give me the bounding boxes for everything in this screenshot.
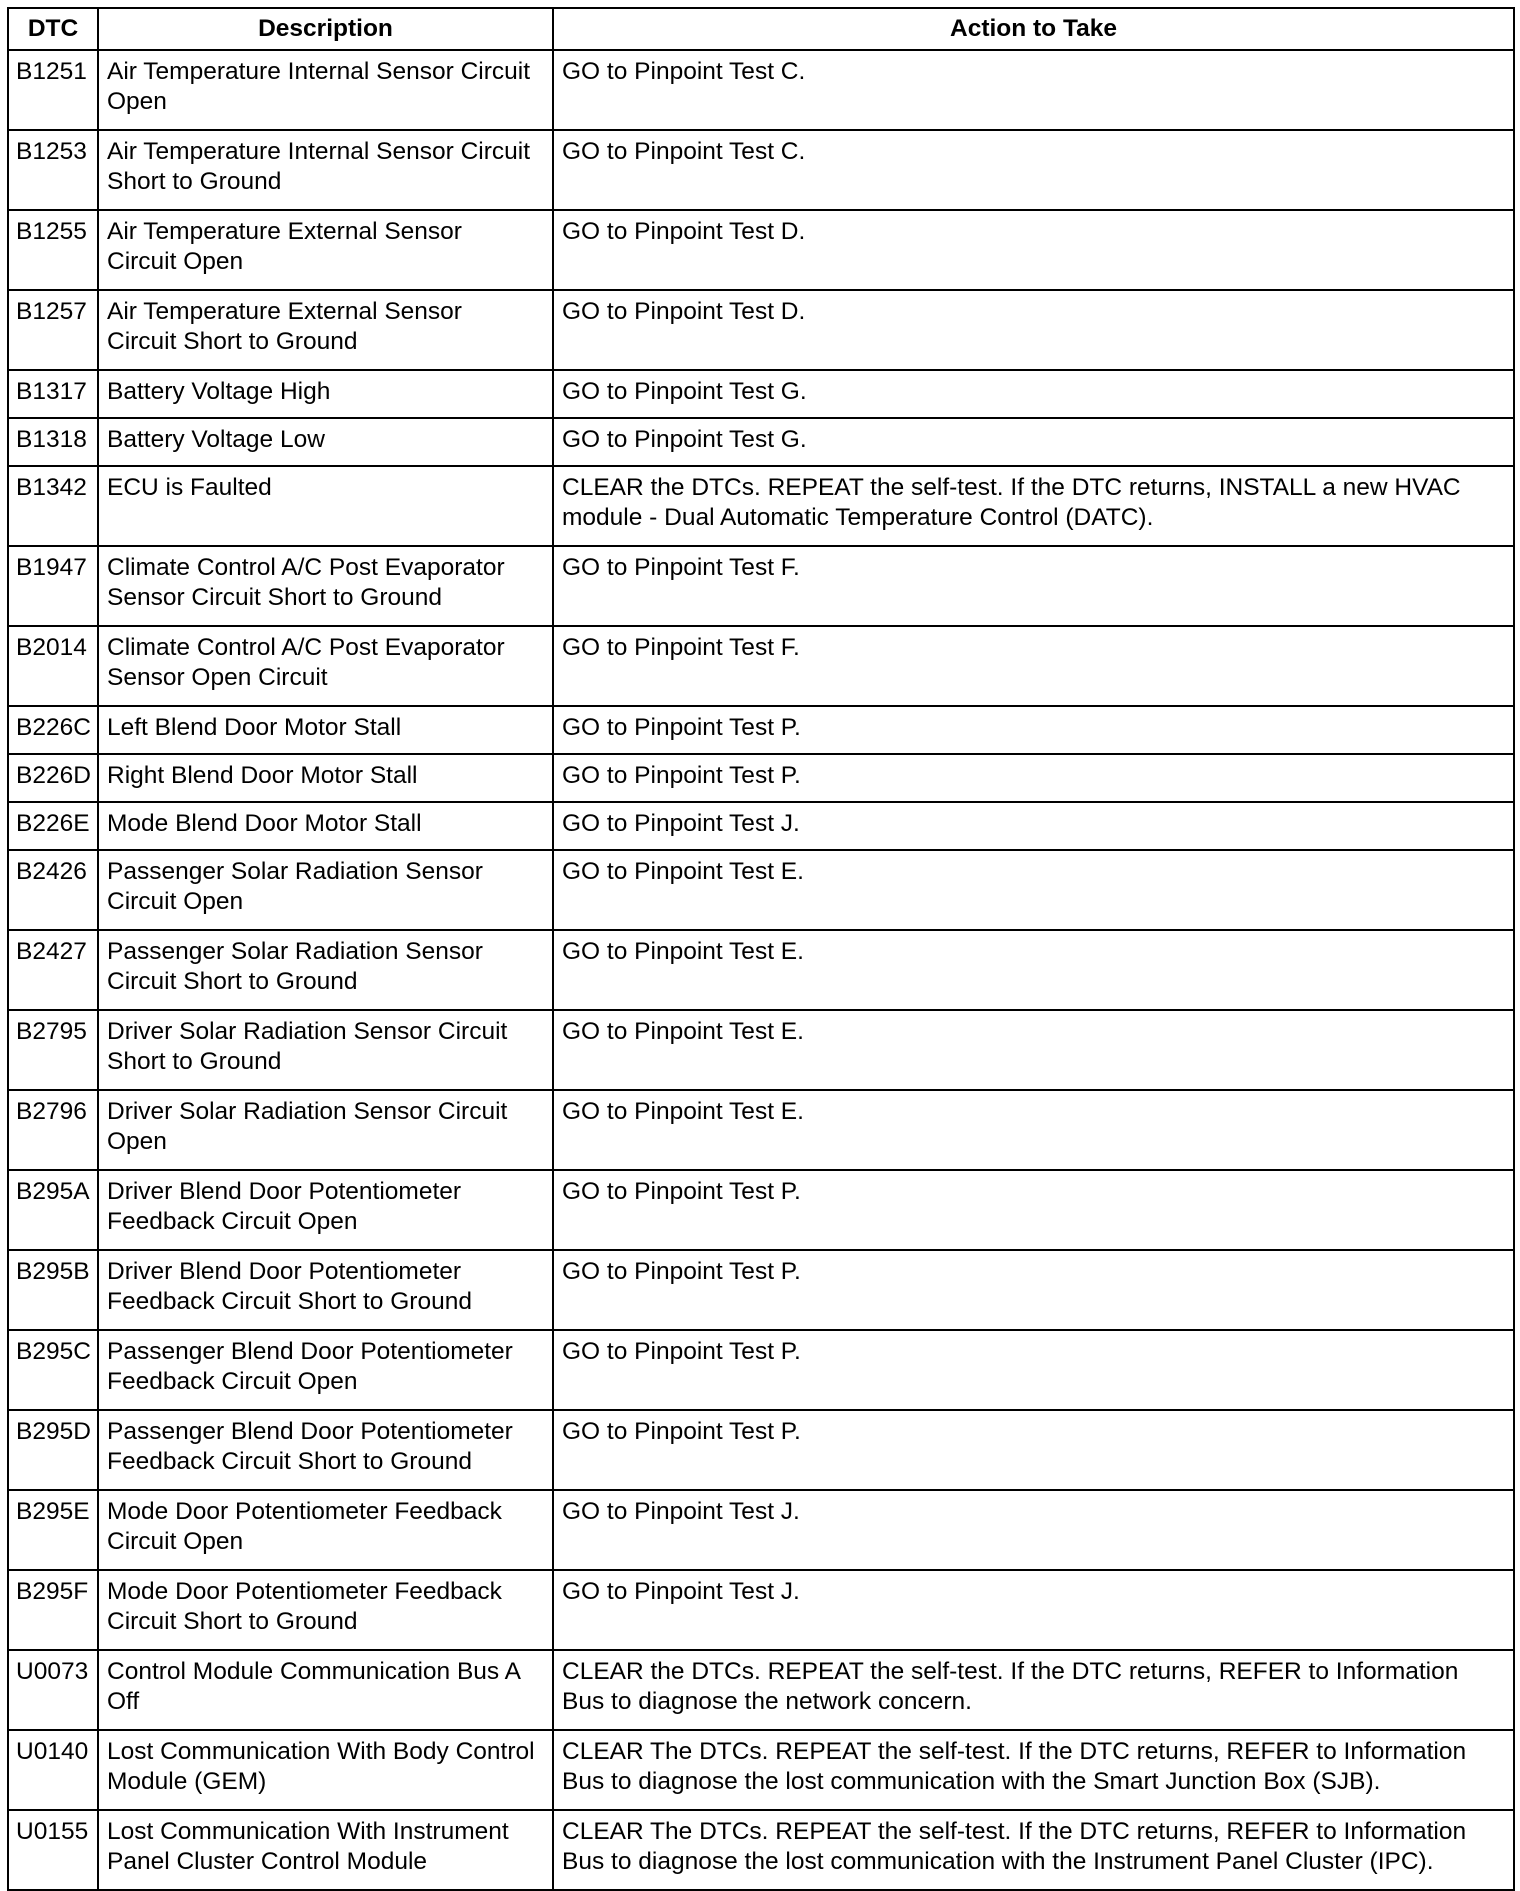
- action-cell: [553, 754, 1514, 802]
- table-row: [8, 418, 1514, 466]
- description-line: Sensor Circuit Short to Ground: [107, 584, 442, 611]
- description-line: Feedback Circuit Short to Ground: [107, 1448, 472, 1475]
- description-line: Control Module Communication Bus A: [107, 1658, 521, 1685]
- action-line: Bus to diagnose the lost communication with the Instrument Panel Cluster (IPC).: [562, 1848, 1434, 1875]
- action-cell: [553, 802, 1514, 850]
- action-cell: [553, 706, 1514, 754]
- description-cell: [98, 1810, 553, 1890]
- dtc-code-cell: B1251: [8, 50, 98, 130]
- description-line: Short to Ground: [107, 1048, 282, 1075]
- dtc-code-cell: B1257: [8, 290, 98, 370]
- dtc-code-cell: B1342: [8, 466, 98, 546]
- description-cell: [98, 418, 553, 466]
- description-line: Battery Voltage High: [107, 378, 331, 405]
- action-line: GO to Pinpoint Test P.: [562, 1338, 801, 1365]
- description-line: ECU is Faulted: [107, 474, 272, 501]
- action-line: module - Dual Automatic Temperature Control (DATC).: [562, 504, 1154, 531]
- description-line: Battery Voltage Low: [107, 426, 325, 453]
- table-row: [8, 930, 1514, 1010]
- action-line: CLEAR the DTCs. REPEAT the self-test. If the DTC returns, REFER to Information: [562, 1658, 1459, 1685]
- action-cell: [553, 290, 1514, 370]
- description-line: Climate Control A/C Post Evaporator: [107, 634, 505, 661]
- dtc-code-cell: B1255: [8, 210, 98, 290]
- dtc-code-cell: B295F: [8, 1570, 98, 1650]
- action-cell: [553, 850, 1514, 930]
- description-line: Circuit Short to Ground: [107, 1608, 358, 1635]
- table-row: [8, 1490, 1514, 1570]
- description-cell: [98, 1170, 553, 1250]
- action-cell: [553, 1730, 1514, 1810]
- table-row: [8, 1570, 1514, 1650]
- header-action: Action to Take: [553, 8, 1514, 50]
- action-line: Bus to diagnose the network concern.: [562, 1688, 972, 1715]
- description-cell: [98, 626, 553, 706]
- description-line: Sensor Open Circuit: [107, 664, 328, 691]
- action-cell: [553, 1810, 1514, 1890]
- dtc-code-cell: B2427: [8, 930, 98, 1010]
- dtc-code-cell: B295B: [8, 1250, 98, 1330]
- description-line: Climate Control A/C Post Evaporator: [107, 554, 505, 581]
- table-body: [8, 50, 1514, 1890]
- description-line: Passenger Blend Door Potentiometer: [107, 1338, 513, 1365]
- table-row: [8, 1330, 1514, 1410]
- action-line: GO to Pinpoint Test E.: [562, 858, 804, 885]
- description-cell: [98, 1730, 553, 1810]
- action-cell: [553, 626, 1514, 706]
- table-row: [8, 1650, 1514, 1730]
- description-line: Feedback Circuit Short to Ground: [107, 1288, 472, 1315]
- table-row: [8, 290, 1514, 370]
- description-line: Driver Blend Door Potentiometer: [107, 1258, 462, 1285]
- description-line: Lost Communication With Body Control: [107, 1738, 535, 1765]
- action-cell: [553, 1170, 1514, 1250]
- description-line: Mode Blend Door Motor Stall: [107, 810, 422, 837]
- description-cell: [98, 1010, 553, 1090]
- description-cell: [98, 546, 553, 626]
- description-cell: [98, 1570, 553, 1650]
- description-cell: [98, 290, 553, 370]
- description-line: Circuit Short to Ground: [107, 328, 358, 355]
- action-line: GO to Pinpoint Test G.: [562, 426, 807, 453]
- description-cell: [98, 1410, 553, 1490]
- action-line: GO to Pinpoint Test J.: [562, 810, 800, 837]
- action-line: GO to Pinpoint Test D.: [562, 218, 806, 245]
- table-row: [8, 850, 1514, 930]
- action-line: GO to Pinpoint Test J.: [562, 1578, 800, 1605]
- action-cell: [553, 210, 1514, 290]
- description-cell: [98, 130, 553, 210]
- dtc-code-cell: U0140: [8, 1730, 98, 1810]
- description-line: Panel Cluster Control Module: [107, 1848, 428, 1875]
- description-line: Passenger Solar Radiation Sensor: [107, 938, 483, 965]
- action-line: Bus to diagnose the lost communication with the Smart Junction Box (SJB).: [562, 1768, 1381, 1795]
- dtc-code-cell: B226E: [8, 802, 98, 850]
- table-row: [8, 370, 1514, 418]
- table-row: [8, 626, 1514, 706]
- description-cell: [98, 1090, 553, 1170]
- dtc-table: [7, 7, 1515, 1891]
- dtc-code-cell: B295A: [8, 1170, 98, 1250]
- dtc-code-cell: B1253: [8, 130, 98, 210]
- dtc-code-cell: B295E: [8, 1490, 98, 1570]
- dtc-code-cell: B226C: [8, 706, 98, 754]
- description-line: Right Blend Door Motor Stall: [107, 762, 418, 789]
- action-cell: [553, 546, 1514, 626]
- action-line: GO to Pinpoint Test F.: [562, 634, 800, 661]
- description-line: Mode Door Potentiometer Feedback: [107, 1578, 502, 1605]
- description-cell: [98, 50, 553, 130]
- action-line: GO to Pinpoint Test G.: [562, 378, 807, 405]
- action-line: GO to Pinpoint Test J.: [562, 1498, 800, 1525]
- action-line: GO to Pinpoint Test E.: [562, 1098, 804, 1125]
- action-line: GO to Pinpoint Test C.: [562, 138, 806, 165]
- description-cell: [98, 754, 553, 802]
- dtc-code-cell: B2014: [8, 626, 98, 706]
- table-row: [8, 754, 1514, 802]
- description-line: Feedback Circuit Open: [107, 1368, 358, 1395]
- table-row: [8, 1730, 1514, 1810]
- table-row: [8, 1810, 1514, 1890]
- description-line: Lost Communication With Instrument: [107, 1818, 509, 1845]
- dtc-code-cell: B1318: [8, 418, 98, 466]
- dtc-code-cell: U0155: [8, 1810, 98, 1890]
- dtc-code-cell: B226D: [8, 754, 98, 802]
- header-description: Description: [98, 8, 553, 50]
- description-line: Module (GEM): [107, 1768, 267, 1795]
- description-cell: [98, 1250, 553, 1330]
- dtc-code-cell: B1317: [8, 370, 98, 418]
- dtc-code-cell: U0073: [8, 1650, 98, 1730]
- description-line: Passenger Blend Door Potentiometer: [107, 1418, 513, 1445]
- description-line: Open: [107, 88, 167, 115]
- description-line: Circuit Open: [107, 1528, 244, 1555]
- action-cell: [553, 1330, 1514, 1410]
- description-cell: [98, 1650, 553, 1730]
- action-cell: [553, 1010, 1514, 1090]
- action-cell: [553, 930, 1514, 1010]
- action-line: CLEAR the DTCs. REPEAT the self-test. If the DTC returns, INSTALL a new HVAC: [562, 474, 1461, 501]
- action-cell: [553, 1090, 1514, 1170]
- action-cell: [553, 1650, 1514, 1730]
- table-row: [8, 1250, 1514, 1330]
- description-line: Driver Solar Radiation Sensor Circuit: [107, 1098, 508, 1125]
- action-line: GO to Pinpoint Test P.: [562, 1418, 801, 1445]
- table-row: [8, 802, 1514, 850]
- description-line: Driver Blend Door Potentiometer: [107, 1178, 462, 1205]
- table-row: [8, 50, 1514, 130]
- description-line: Left Blend Door Motor Stall: [107, 714, 402, 741]
- table-row: [8, 466, 1514, 546]
- action-line: CLEAR The DTCs. REPEAT the self-test. If the DTC returns, REFER to Information: [562, 1738, 1467, 1765]
- description-line: Off: [107, 1688, 140, 1715]
- table-row: [8, 1170, 1514, 1250]
- description-line: Air Temperature Internal Sensor Circuit: [107, 58, 531, 85]
- description-line: Open: [107, 1128, 167, 1155]
- description-cell: [98, 802, 553, 850]
- dtc-code-cell: B2795: [8, 1010, 98, 1090]
- dtc-code-cell: B2796: [8, 1090, 98, 1170]
- description-cell: [98, 706, 553, 754]
- action-cell: [553, 466, 1514, 546]
- description-line: Circuit Short to Ground: [107, 968, 358, 995]
- dtc-code-cell: B1947: [8, 546, 98, 626]
- description-line: Mode Door Potentiometer Feedback: [107, 1498, 502, 1525]
- action-line: GO to Pinpoint Test P.: [562, 714, 801, 741]
- dtc-code-cell: B295C: [8, 1330, 98, 1410]
- description-cell: [98, 1330, 553, 1410]
- table-row: [8, 546, 1514, 626]
- table-row: [8, 210, 1514, 290]
- description-line: Passenger Solar Radiation Sensor: [107, 858, 483, 885]
- table-row: [8, 1410, 1514, 1490]
- action-line: GO to Pinpoint Test E.: [562, 938, 804, 965]
- dtc-code-cell: B295D: [8, 1410, 98, 1490]
- action-line: CLEAR The DTCs. REPEAT the self-test. If the DTC returns, REFER to Information: [562, 1818, 1467, 1845]
- description-cell: [98, 370, 553, 418]
- action-line: GO to Pinpoint Test P.: [562, 1178, 801, 1205]
- action-line: GO to Pinpoint Test F.: [562, 554, 800, 581]
- dtc-code-cell: B2426: [8, 850, 98, 930]
- description-line: Short to Ground: [107, 168, 282, 195]
- description-cell: [98, 1490, 553, 1570]
- action-line: GO to Pinpoint Test D.: [562, 298, 806, 325]
- header-dtc: DTC: [8, 8, 98, 50]
- action-cell: [553, 1410, 1514, 1490]
- header-row: [8, 8, 1514, 50]
- description-line: Circuit Open: [107, 888, 244, 915]
- description-line: Air Temperature Internal Sensor Circuit: [107, 138, 531, 165]
- action-cell: [553, 130, 1514, 210]
- description-cell: [98, 210, 553, 290]
- description-line: Circuit Open: [107, 248, 244, 275]
- description-cell: [98, 466, 553, 546]
- table-row: [8, 1010, 1514, 1090]
- description-line: Air Temperature External Sensor: [107, 298, 462, 325]
- action-line: GO to Pinpoint Test P.: [562, 1258, 801, 1285]
- description-cell: [98, 930, 553, 1010]
- action-cell: [553, 1490, 1514, 1570]
- description-line: Driver Solar Radiation Sensor Circuit: [107, 1018, 508, 1045]
- action-line: GO to Pinpoint Test P.: [562, 762, 801, 789]
- table-row: [8, 130, 1514, 210]
- action-line: GO to Pinpoint Test E.: [562, 1018, 804, 1045]
- description-cell: [98, 850, 553, 930]
- action-cell: [553, 50, 1514, 130]
- action-cell: [553, 418, 1514, 466]
- description-line: Feedback Circuit Open: [107, 1208, 358, 1235]
- table-row: [8, 706, 1514, 754]
- action-cell: [553, 370, 1514, 418]
- action-cell: [553, 1250, 1514, 1330]
- action-line: GO to Pinpoint Test C.: [562, 58, 806, 85]
- table-row: [8, 1090, 1514, 1170]
- action-cell: [553, 1570, 1514, 1650]
- description-line: Air Temperature External Sensor: [107, 218, 462, 245]
